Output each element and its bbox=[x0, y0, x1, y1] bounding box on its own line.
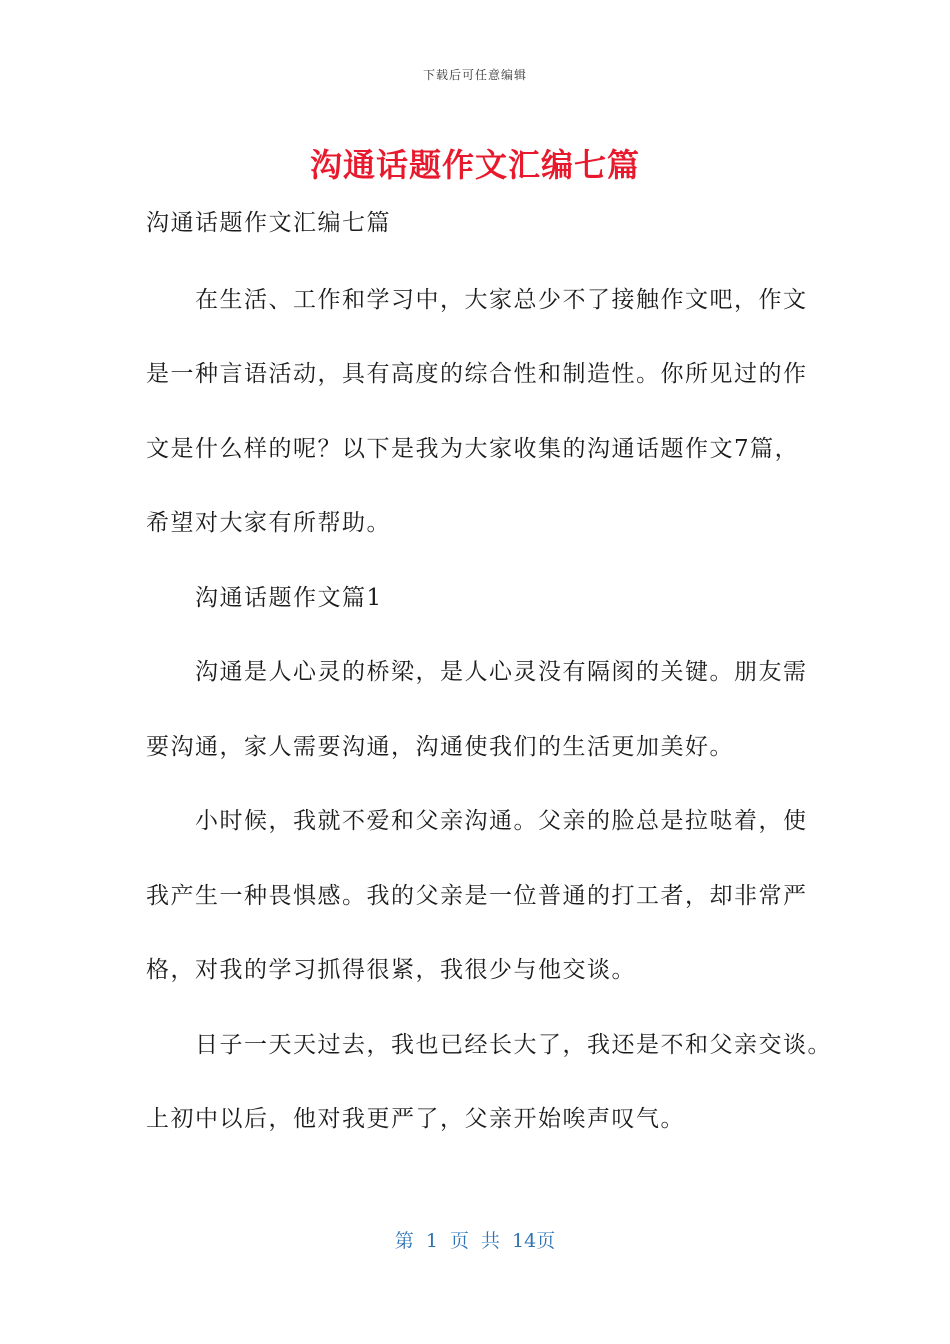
header-note: 下载后可任意编辑 bbox=[422, 68, 527, 82]
body-line-2: 在生活、工作和学习中，大家总少不了接触作文吧，作文 bbox=[146, 287, 808, 313]
body-line-7: 沟通是人心灵的桥梁，是人心灵没有隔阂的关键。朋友需 bbox=[146, 659, 808, 685]
body-line-9: 小时候，我就不爱和父亲沟通。父亲的脸总是拉哒着，使 bbox=[146, 808, 808, 834]
document-title: 沟通话题作文汇编七篇 bbox=[309, 146, 640, 184]
body-line-10: 我产生一种畏惧感。我的父亲是一位普通的打工者，却非常严 bbox=[146, 883, 808, 909]
body-line-11: 格，对我的学习抓得很紧，我很少与他交谈。 bbox=[146, 957, 636, 983]
body-line-12: 日子一天天过去，我也已经长大了，我还是不和父亲交谈。 bbox=[146, 1032, 832, 1058]
body-line-8: 要沟通，家人需要沟通，沟通使我们的生活更加美好。 bbox=[146, 734, 734, 760]
body-line-3: 是一种言语活动，具有高度的综合性和制造性。你所见过的作 bbox=[146, 361, 808, 387]
page-number-footer: 第 1 页 共 14页 bbox=[394, 1230, 556, 1252]
section-heading: 沟通话题作文篇1 bbox=[146, 585, 383, 611]
body-line-1: 沟通话题作文汇编七篇 bbox=[146, 210, 391, 236]
body-line-4: 文是什么样的呢？以下是我为大家收集的沟通话题作文7篇， bbox=[146, 436, 800, 462]
body-line-13: 上初中以后，他对我更严了，父亲开始唉声叹气。 bbox=[146, 1106, 685, 1132]
body-line-5: 希望对大家有所帮助。 bbox=[146, 510, 391, 536]
